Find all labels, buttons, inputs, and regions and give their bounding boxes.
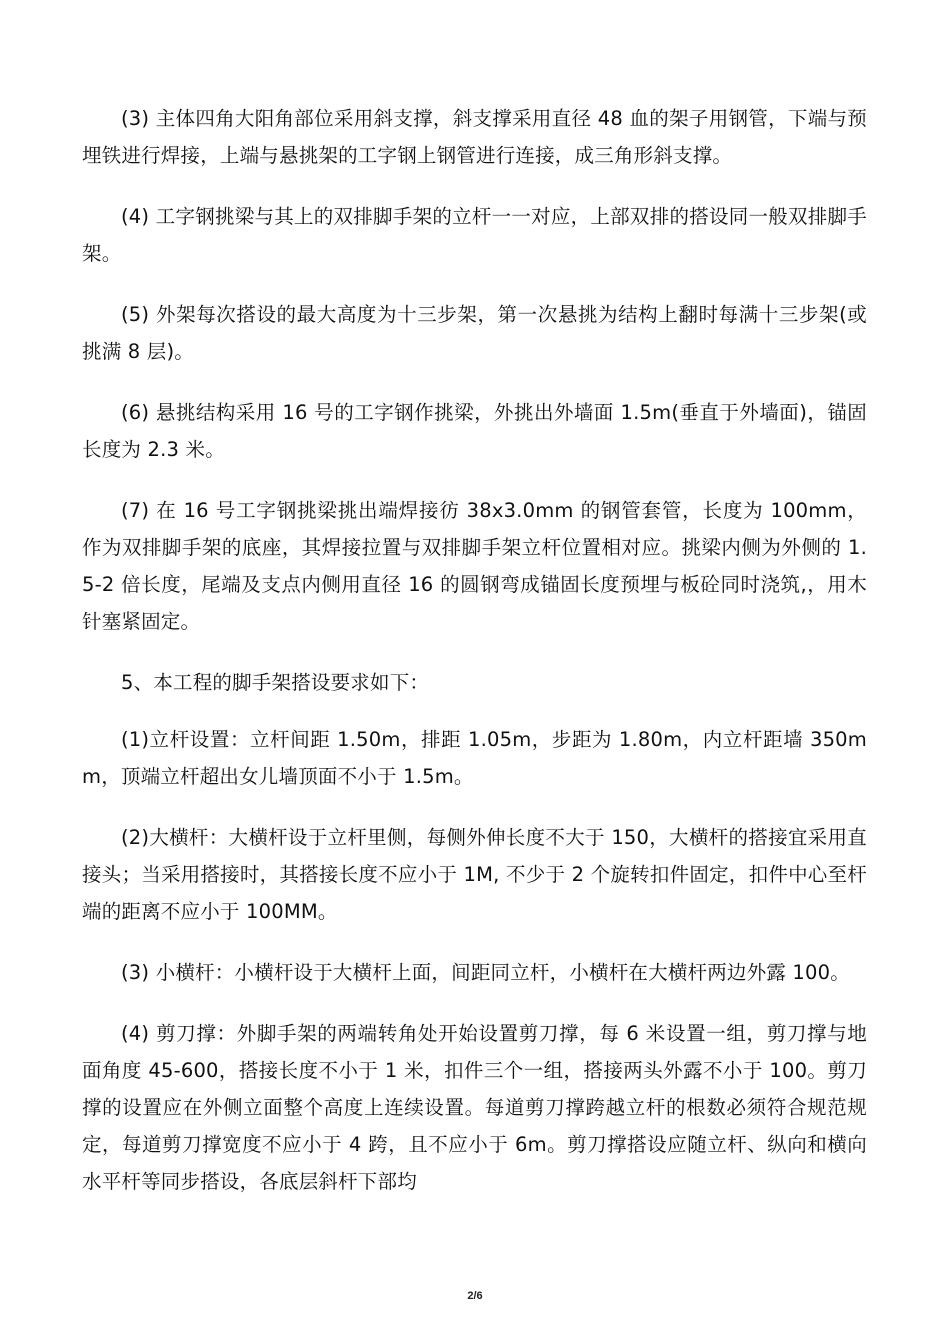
document-body [82, 100, 867, 1224]
paragraph-diagonal-support: (3) 主体四角大阳角部位采用斜支撑，斜支撑采用直径 48 血的架子用钢管，下端与预埋铁进行焊接，上端与悬挑架的工字钢上钢管进行连接，成三角形斜支撑。 [82, 107, 867, 167]
paragraph-cantilever-structure: (6) 悬挑结构采用 16 号的工字钢作挑梁，外挑出外墙面 1.5m(垂直于外墙面)，锚固长度为 2.3 米。 [82, 401, 867, 461]
paragraph-large-crossbar: (2)大横杆：大横杆设于立杆里侧，每侧外伸长度不大于 150，大横杆的搭接宜采用直接头；当采用搭接时，其搭接长度不应小于 1M, 不少于 2 个旋转扣件固定，扣件中心至杆端的距离不应小于 100MM。 [82, 826, 867, 923]
page-number: 2/6 [467, 1290, 483, 1302]
paragraph-max-height: (5) 外架每次搭设的最大高度为十三步架，第一次悬挑为结构上翻时每满十三步架(或挑满 8 层)。 [82, 303, 867, 363]
paragraph-steel-sleeve: (7) 在 16 号工字钢挑梁挑出端焊接彷 38x3.0mm 的钢管套管，长度为 100mm，作为双排脚手架的底座，其焊接拉置与双排脚手架立杆位置相对应。挑梁内侧为外侧的 1.5-2 倍长度，尾端及支点内侧用直径 16 的圆钢弯成锚固长度预埋与板砼同时浇筑,，用木针塞紧固定。 [82, 499, 867, 633]
paragraph-i-beam-alignment: (4) 工字钢挑梁与其上的双排脚手架的立杆一一对应，上部双排的搭设同一般双排脚手架。 [82, 205, 867, 265]
section-heading-requirements: 5、本工程的脚手架搭设要求如下： [121, 671, 430, 694]
paragraph-small-crossbar: (3) 小横杆：小横杆设于大横杆上面，间距同立杆，小横杆在大横杆两边外露 100。 [121, 961, 850, 984]
paragraph-scissor-brace: (4) 剪刀撑：外脚手架的两端转角处开始设置剪刀撑，每 6 米设置一组，剪刀撑与地面角度 45-600，搭接长度不小于 1 米，扣件三个一组，搭接两头外露不小于 100。剪刀撑的设置应在外侧立面整个高度上连续设置。每道剪刀撑跨越立杆的根数必须符合规范规定，每道剪刀撑宽度不应小于 4 跨，且不应小于 6m。剪刀撑搭设应随立杆、纵向和横向水平杆等同步搭设，各底层斜杆下部均 [82, 1022, 867, 1193]
paragraph-upright-pole: (1)立杆设置：立杆间距 1.50m，排距 1.05m，步距为 1.80m，内立杆距墙 350mm，顶端立杆超出女儿墙顶面不小于 1.5m。 [82, 728, 867, 788]
